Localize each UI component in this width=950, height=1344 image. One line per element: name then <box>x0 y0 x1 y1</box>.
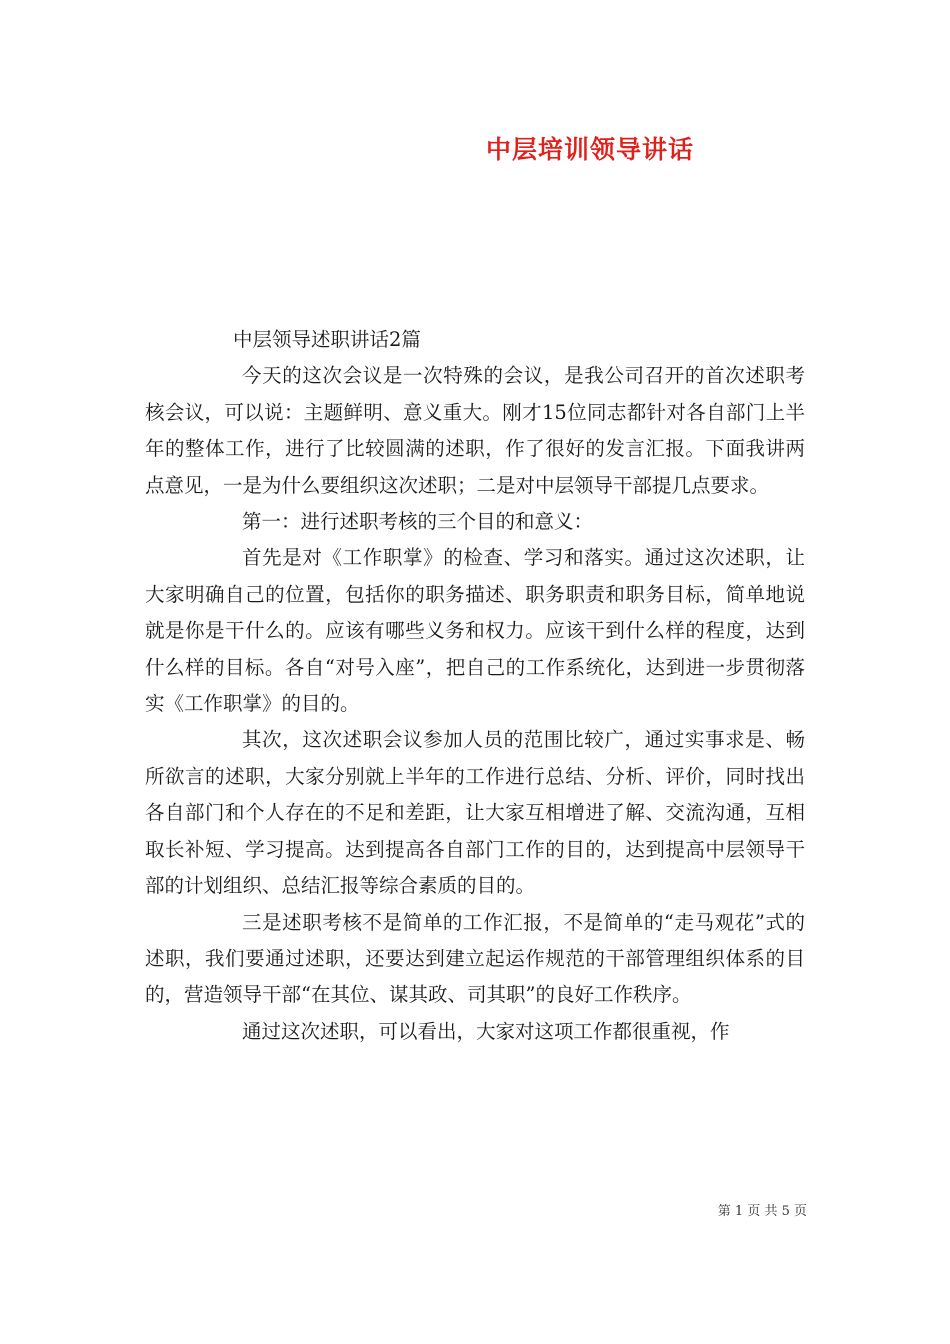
paragraph-third-point: 三是述职考核不是简单的工作汇报，不是简单的“走马观花”式的述职，我们要通过述职，还要达到建立起运作规范的干部管理组织体系的目的，营造领导干部“在其位、谋其政、司其职”的良好工作秩序。 <box>145 910 805 1007</box>
paragraph-second-point: 其次，这次述职会议参加人员的范围比较广，通过实事求是、畅所欲言的述职，大家分别就上半年的工作进行总结、分析、评价，同时找出各自部门和个人存在的不足和差距，让大家互相增进了解、交流沟通，互相取长补短、学习提高。达到提高各自部门工作的目的，达到提高中层领导干部的计划组织、总结汇报等综合素质的目的。 <box>145 728 805 898</box>
paragraph-first-point: 首先是对《工作职掌》的检查、学习和落实。通过这次述职，让大家明确自己的位置，包括你的职务描述、职务职责和职务目标，简单地说就是你是干什么的。应该有哪些义务和权力。应该干到什么样的程度，达到什么样的目标。各自“对号入座”，把自己的工作系统化，达到进一步贯彻落实《工作职掌》的目的。 <box>145 546 805 716</box>
document-title: 中层培训领导讲话 <box>485 135 694 164</box>
document-subtitle: 中层领导述职讲话2篇 <box>233 328 421 351</box>
paragraph-continuation: 通过这次述职，可以看出，大家对这项工作都很重视，作 <box>242 1019 730 1043</box>
document-body <box>145 322 805 1050</box>
page-number-footer: 第 1 页 共 5 页 <box>717 1204 807 1219</box>
paragraph-section-heading: 第一：进行述职考核的三个目的和意义： <box>242 510 594 534</box>
paragraph-intro: 今天的这次会议是一次特殊的会议，是我公司召开的首次述职考核会议，可以说：主题鲜明、意义重大。刚才15位同志都针对各自部门上半年的整体工作，进行了比较圆满的述职，作了很好的发言汇报。下面我讲两点意见，一是为什么要组织这次述职；二是对中层领导干部提几点要求。 <box>145 364 805 497</box>
